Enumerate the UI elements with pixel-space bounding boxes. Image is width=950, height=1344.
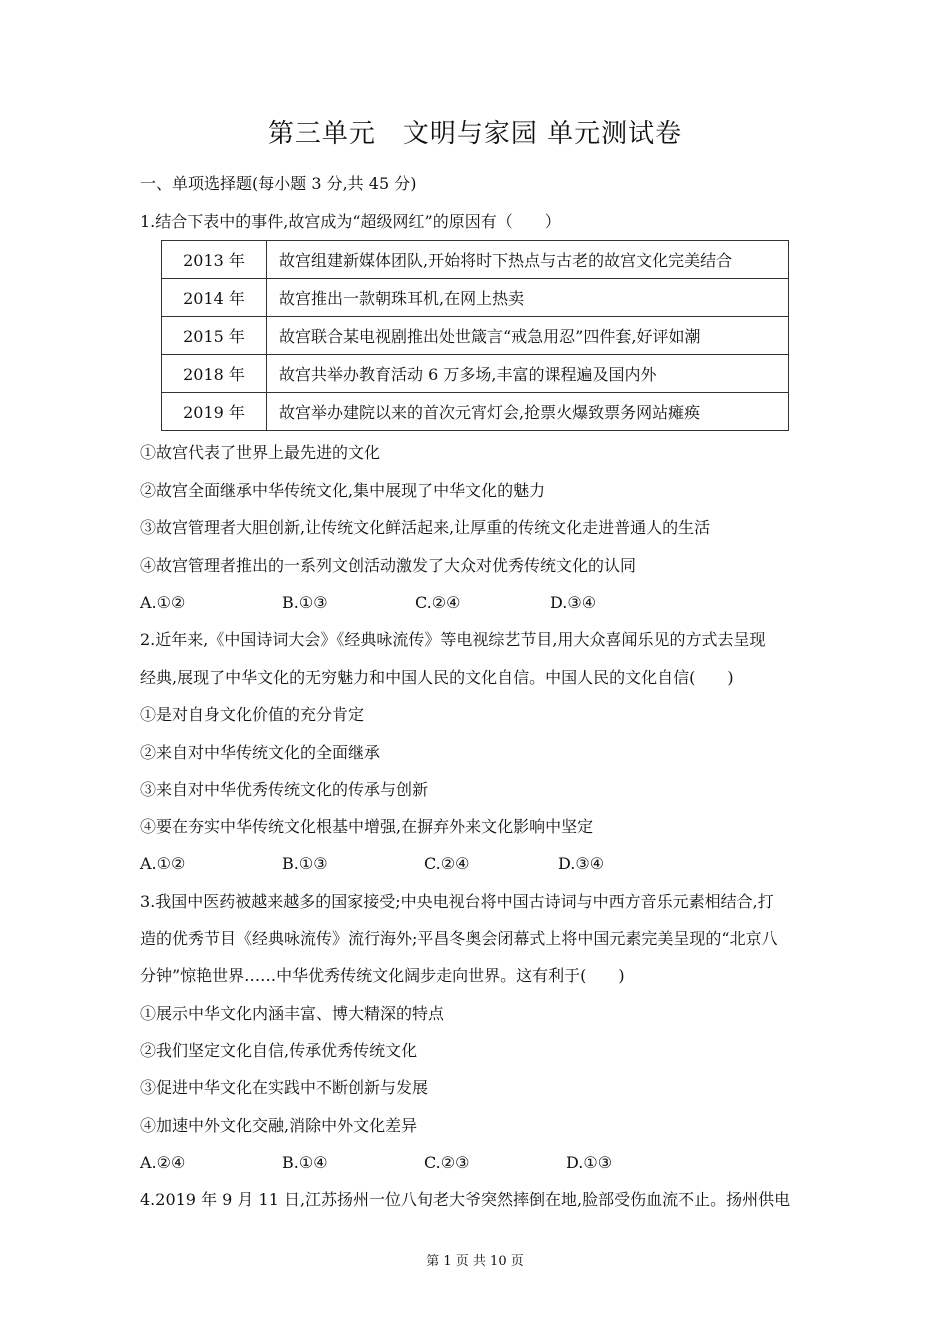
q2-item-2: ②来自对中华传统文化的全面继承 <box>140 743 381 762</box>
table-row <box>162 355 789 393</box>
event-cell: 故宫组建新媒体团队,开始将时下热点与古老的故宫文化完美结合 <box>267 241 789 279</box>
year-cell: 2018 年 <box>162 355 267 393</box>
page-title: 第三单元 文明与家园 单元测试卷 <box>267 119 683 149</box>
question-2-stem-line-1: 2.近年来,《中国诗词大会》《经典咏流传》等电视综艺节目,用大众喜闻乐见的方式去呈现 <box>140 630 766 649</box>
q2-options <box>140 853 740 875</box>
option-a[interactable]: A.②④ <box>140 1153 186 1172</box>
question-3-stem-line-1: 3.我国中医药被越来越多的国家接受;中央电视台将中国古诗词与中西方音乐元素相结合,打 <box>140 892 774 911</box>
events-table <box>161 240 789 431</box>
table-row <box>162 241 789 279</box>
question-4-stem: 4.2019 年 9 月 11 日,江苏扬州一位八旬老大爷突然摔倒在地,脸部受伤血流不止。扬州供电 <box>140 1190 791 1209</box>
question-1-stem: 1.结合下表中的事件,故宫成为“超级网红”的原因有（ ） <box>140 212 561 231</box>
event-cell: 故宫共举办教育活动 6 万多场,丰富的课程遍及国内外 <box>267 355 789 393</box>
option-c[interactable]: C.②④ <box>415 593 461 612</box>
section-heading: 一、单项选择题(每小题 3 分,共 45 分) <box>140 174 417 193</box>
q1-item-3: ③故宫管理者大胆创新,让传统文化鲜活起来,让厚重的传统文化走进普通人的生活 <box>140 518 711 537</box>
table-row <box>162 317 789 355</box>
year-cell: 2015 年 <box>162 317 267 355</box>
q1-item-4: ④故宫管理者推出的一系列文创活动激发了大众对优秀传统文化的认同 <box>140 556 637 575</box>
q3-item-4: ④加速中外文化交融,消除中外文化差异 <box>140 1116 418 1135</box>
option-d[interactable]: D.①③ <box>566 1153 613 1172</box>
event-cell: 故宫举办建院以来的首次元宵灯会,抢票火爆致票务网站瘫痪 <box>267 393 789 431</box>
option-d[interactable]: D.③④ <box>550 593 597 612</box>
event-cell: 故宫联合某电视剧推出处世箴言“戒急用忍”四件套,好评如潮 <box>267 317 789 355</box>
event-cell: 故宫推出一款朝珠耳机,在网上热卖 <box>267 279 789 317</box>
option-b[interactable]: B.①③ <box>282 593 328 612</box>
option-c[interactable]: C.②④ <box>424 854 470 873</box>
year-cell: 2014 年 <box>162 279 267 317</box>
q3-options <box>140 1152 740 1174</box>
page-footer: 第 1 页 共 10 页 <box>426 1254 524 1269</box>
option-a[interactable]: A.①② <box>140 593 186 612</box>
option-d[interactable]: D.③④ <box>558 854 605 873</box>
q2-item-4: ④要在夯实中华传统文化根基中增强,在摒弃外来文化影响中坚定 <box>140 817 594 836</box>
q2-item-3: ③来自对中华优秀传统文化的传承与创新 <box>140 780 429 799</box>
q3-item-1: ①展示中华文化内涵丰富、博大精深的特点 <box>140 1004 445 1023</box>
question-2-stem-line-2: 经典,展现了中华文化的无穷魅力和中国人民的文化自信。中国人民的文化自信( ) <box>140 668 734 687</box>
option-b[interactable]: B.①③ <box>282 854 328 873</box>
option-b[interactable]: B.①④ <box>282 1153 328 1172</box>
q1-item-1: ①故宫代表了世界上最先进的文化 <box>140 443 381 462</box>
year-cell: 2019 年 <box>162 393 267 431</box>
q1-item-2: ②故宫全面继承中华传统文化,集中展现了中华文化的魅力 <box>140 481 546 500</box>
q3-item-2: ②我们坚定文化自信,传承优秀传统文化 <box>140 1041 418 1060</box>
option-a[interactable]: A.①② <box>140 854 186 873</box>
q1-options <box>140 592 740 614</box>
question-3-stem-line-2: 造的优秀节目《经典咏流传》流行海外;平昌冬奥会闭幕式上将中国元素完美呈现的“北京八 <box>140 929 778 948</box>
year-cell: 2013 年 <box>162 241 267 279</box>
option-c[interactable]: C.②③ <box>424 1153 470 1172</box>
question-3-stem-line-3: 分钟”惊艳世界……中华优秀传统文化阔步走向世界。这有利于( ) <box>140 966 625 985</box>
table-row <box>162 279 789 317</box>
table-row <box>162 393 789 431</box>
q3-item-3: ③促进中华文化在实践中不断创新与发展 <box>140 1078 429 1097</box>
q2-item-1: ①是对自身文化价值的充分肯定 <box>140 705 365 724</box>
